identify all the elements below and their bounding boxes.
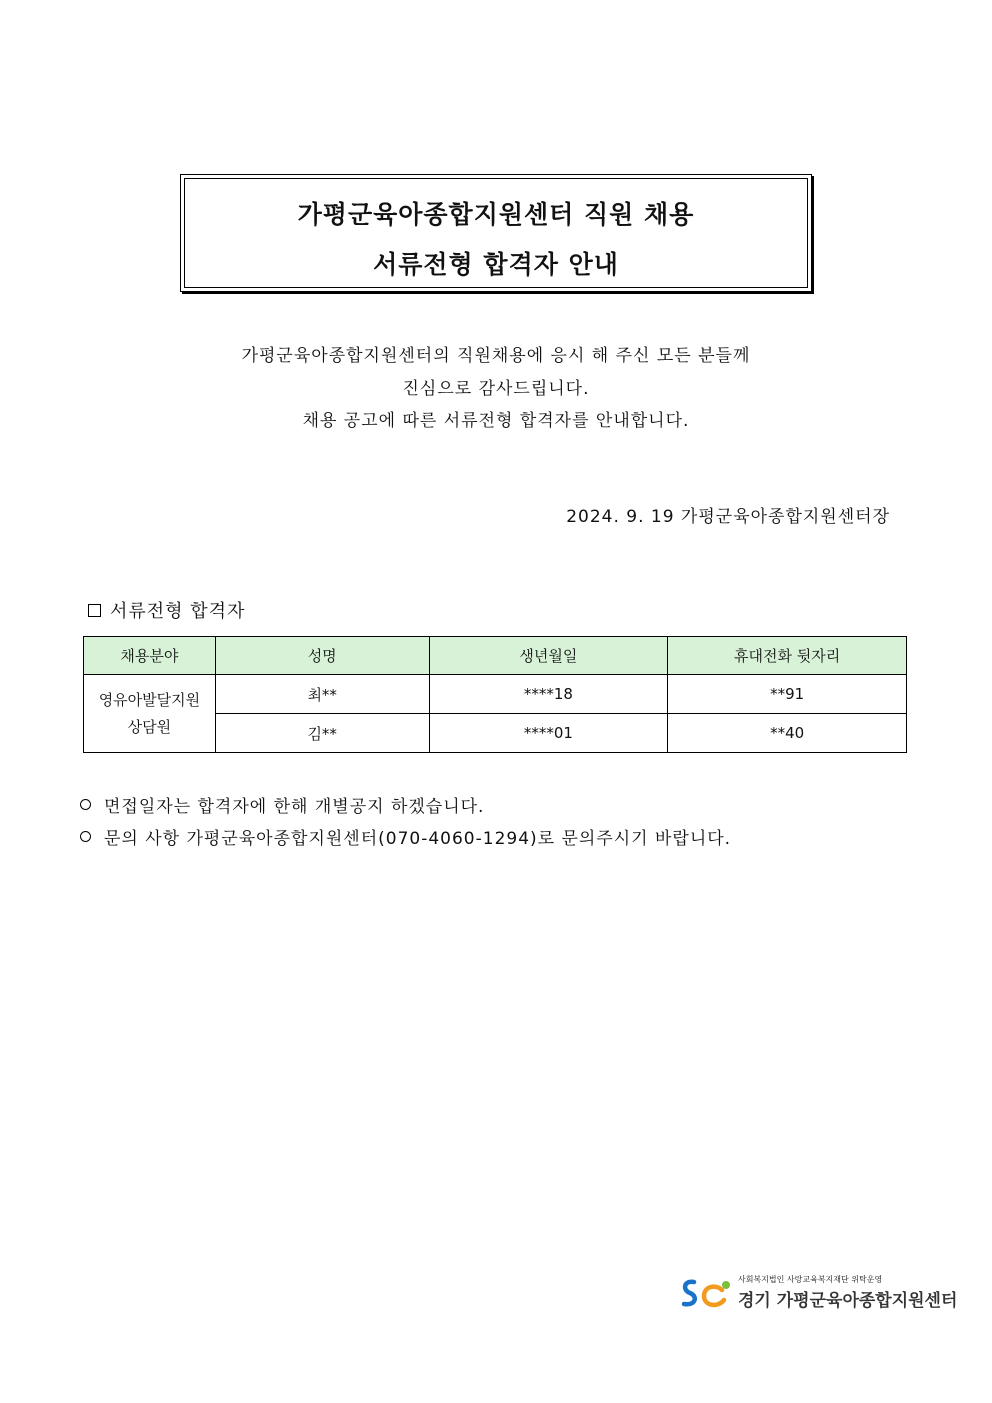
notes-list [80, 788, 731, 852]
cell-field-text: 영유아발달지원 상담원 [98, 690, 201, 736]
title-box [180, 174, 812, 292]
logo-subtitle: 사회복지법인 사랑교육복지재단 위탁운영 [738, 1275, 883, 1284]
circle-bullet-icon [80, 799, 91, 810]
circle-bullet-icon [80, 831, 91, 842]
section-title-text: 서류전형 합격자 [110, 601, 246, 622]
note-text: 면접일자는 합격자에 한해 개별공지 하겠습니다. [104, 796, 485, 817]
checkbox-square-icon [88, 604, 101, 617]
intro-line-1: 가평군육아종합지원센터의 직원채용에 응시 해 주신 모든 분들께 [241, 346, 751, 366]
cell-name: 김** [215, 714, 429, 753]
cell-birth: ****01 [429, 714, 668, 753]
cell-phone: **91 [668, 675, 907, 714]
table-row [84, 675, 907, 714]
date-signature: 2024. 9. 19 가평군육아종합지원센터장 [566, 507, 890, 527]
title-box-inner [184, 178, 808, 288]
cell-name: 최** [215, 675, 429, 714]
cell-birth: ****18 [429, 675, 668, 714]
note-text: 문의 사항 가평군육아종합지원센터(070-4060-1294)로 문의주시기 바랍니다. [104, 828, 732, 849]
cell-phone: **40 [668, 714, 907, 753]
header-phone: 휴대전화 뒷자리 [668, 637, 907, 675]
results-table [83, 636, 907, 753]
logo-mark-icon [680, 1276, 732, 1310]
header-name: 성명 [215, 637, 429, 675]
title-line-2: 서류전형 합격자 안내 [373, 250, 619, 279]
intro-line-2: 진심으로 감사드립니다. [402, 379, 590, 399]
note-item [80, 820, 731, 852]
table-header-row [84, 637, 907, 675]
organization-logo [680, 1272, 958, 1312]
header-field: 채용분야 [84, 637, 216, 675]
logo-name: 경기 가평군육아종합지원센터 [738, 1291, 958, 1311]
section-title [88, 597, 245, 623]
header-birth: 생년월일 [429, 637, 668, 675]
title-line-1: 가평군육아종합지원센터 직원 채용 [297, 200, 695, 229]
intro-line-3: 채용 공고에 따른 서류전형 합격자를 안내합니다. [302, 411, 690, 431]
note-item [80, 788, 731, 820]
cell-field [84, 675, 216, 753]
